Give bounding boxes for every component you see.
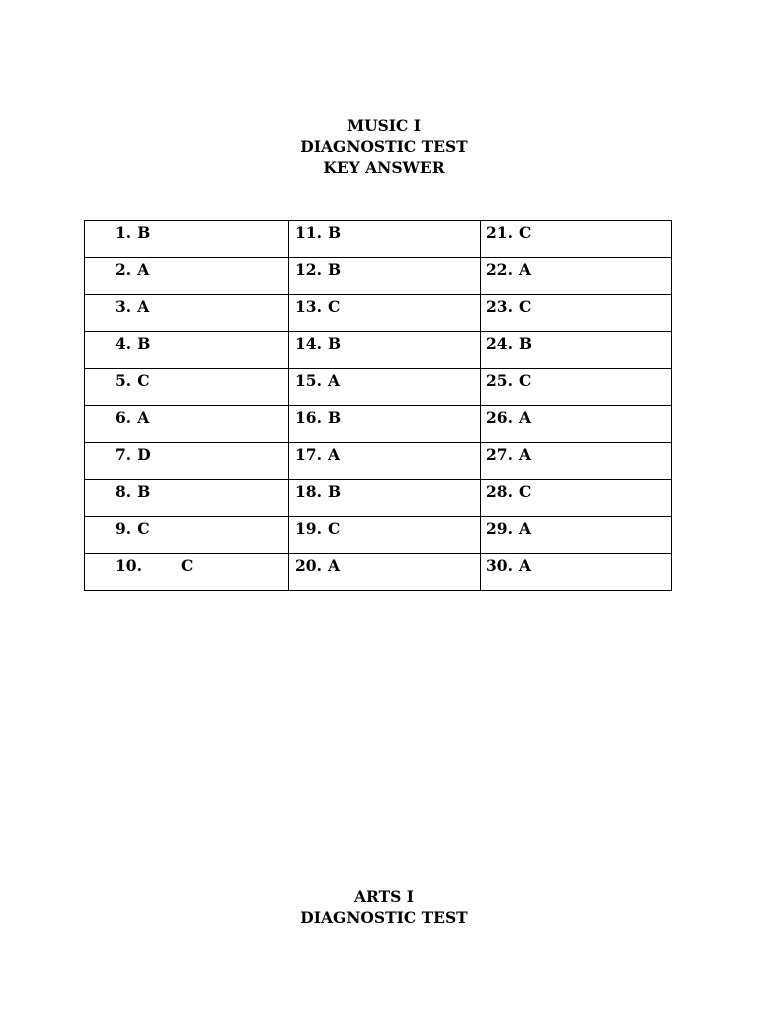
answer-cell xyxy=(289,332,481,369)
answer-cell xyxy=(481,221,672,258)
answer-cell xyxy=(289,517,481,554)
answer-cell xyxy=(481,554,672,591)
question-number: 3. xyxy=(115,297,132,316)
answer-letter: A xyxy=(137,260,150,279)
answer-cell xyxy=(289,369,481,406)
question-number: 16. xyxy=(295,408,322,427)
answer-letter: C xyxy=(518,223,532,242)
table-row xyxy=(85,332,672,369)
question-number: 4. xyxy=(115,334,132,353)
question-number: 30. xyxy=(486,556,513,575)
answer-letter: B xyxy=(518,334,533,353)
answer-letter: A xyxy=(518,260,531,279)
answer-cell xyxy=(289,480,481,517)
table-row xyxy=(85,221,672,258)
arts-title: ARTS I xyxy=(353,887,414,906)
question-number: 27. xyxy=(486,445,513,464)
answer-letter: B xyxy=(137,223,151,242)
answer-letter: C xyxy=(137,371,150,390)
answer-cell xyxy=(85,517,289,554)
question-number: 2. xyxy=(115,260,132,279)
question-number: 7. xyxy=(115,445,132,464)
answer-cell xyxy=(85,295,289,332)
question-number: 28. xyxy=(486,482,513,501)
question-number: 18. xyxy=(295,482,322,501)
table-row xyxy=(85,295,672,332)
question-number: 22. xyxy=(486,260,513,279)
music-caption: KEY ANSWER xyxy=(323,158,445,177)
question-number: 5. xyxy=(115,371,132,390)
answer-cell xyxy=(481,443,672,480)
answer-cell xyxy=(85,480,289,517)
table-row xyxy=(85,443,672,480)
answer-cell xyxy=(85,221,289,258)
answer-letter: A xyxy=(137,408,150,427)
question-number: 14. xyxy=(295,334,322,353)
answer-cell xyxy=(289,295,481,332)
answer-letter: C xyxy=(518,371,532,390)
answer-cell xyxy=(289,258,481,295)
table-row xyxy=(85,369,672,406)
table-row xyxy=(85,258,672,295)
answer-cell xyxy=(85,406,289,443)
music-title: MUSIC I xyxy=(346,116,422,135)
answer-cell xyxy=(85,369,289,406)
music-heading xyxy=(0,115,768,178)
answer-letter: A xyxy=(518,408,531,427)
answer-letter: B xyxy=(327,223,342,242)
answer-letter: B xyxy=(327,260,342,279)
answer-key-table xyxy=(84,220,672,591)
question-number: 26. xyxy=(486,408,513,427)
question-number: 12. xyxy=(295,260,322,279)
answer-cell xyxy=(481,258,672,295)
answer-letter: B xyxy=(327,408,342,427)
question-number: 23. xyxy=(486,297,513,316)
arts-heading xyxy=(0,886,768,928)
answer-letter: D xyxy=(137,445,151,464)
answer-letter: C xyxy=(137,519,150,538)
answer-letter: C xyxy=(518,482,532,501)
answer-cell xyxy=(481,406,672,443)
answer-letter: A xyxy=(327,556,340,575)
question-number: 21. xyxy=(486,223,513,242)
answer-letter: A xyxy=(518,519,531,538)
answer-cell xyxy=(85,443,289,480)
answer-cell xyxy=(289,443,481,480)
answer-letter: A xyxy=(327,371,340,390)
question-number: 25. xyxy=(486,371,513,390)
question-number: 11. xyxy=(295,223,322,242)
question-number: 17. xyxy=(295,445,322,464)
question-number: 29. xyxy=(486,519,513,538)
question-number: 19. xyxy=(295,519,322,538)
answer-letter: A xyxy=(137,297,150,316)
answer-letter: B xyxy=(137,334,151,353)
answer-letter: A xyxy=(327,445,340,464)
answer-letter: A xyxy=(518,556,531,575)
answer-cell xyxy=(85,554,289,591)
table-row xyxy=(85,517,672,554)
table-row xyxy=(85,480,672,517)
answer-cell xyxy=(481,517,672,554)
answer-cell xyxy=(85,332,289,369)
answer-letter: B xyxy=(137,482,151,501)
answer-letter: B xyxy=(327,334,342,353)
question-number: 24. xyxy=(486,334,513,353)
answer-letter: A xyxy=(518,445,531,464)
answer-cell xyxy=(481,332,672,369)
question-number: 6. xyxy=(115,408,132,427)
question-number: 1. xyxy=(115,223,132,242)
answer-cell xyxy=(481,480,672,517)
answer-letter: C xyxy=(327,519,341,538)
answer-cell xyxy=(85,258,289,295)
arts-subtitle: DIAGNOSTIC TEST xyxy=(300,908,468,927)
table-row xyxy=(85,406,672,443)
music-subtitle: DIAGNOSTIC TEST xyxy=(300,137,468,156)
question-number: 20. xyxy=(295,556,322,575)
question-number: 13. xyxy=(295,297,322,316)
table-row xyxy=(85,554,672,591)
answer-cell xyxy=(289,406,481,443)
answer-cell xyxy=(481,369,672,406)
answer-letter: C xyxy=(327,297,341,316)
question-number: 9. xyxy=(115,519,132,538)
answer-letter: C xyxy=(518,297,532,316)
question-number: 10. xyxy=(115,556,142,575)
question-number: 8. xyxy=(115,482,132,501)
answer-letter: B xyxy=(327,482,342,501)
answer-cell xyxy=(289,221,481,258)
answer-letter: C xyxy=(181,556,194,575)
answer-cell xyxy=(289,554,481,591)
question-number: 15. xyxy=(295,371,322,390)
answer-cell xyxy=(481,295,672,332)
